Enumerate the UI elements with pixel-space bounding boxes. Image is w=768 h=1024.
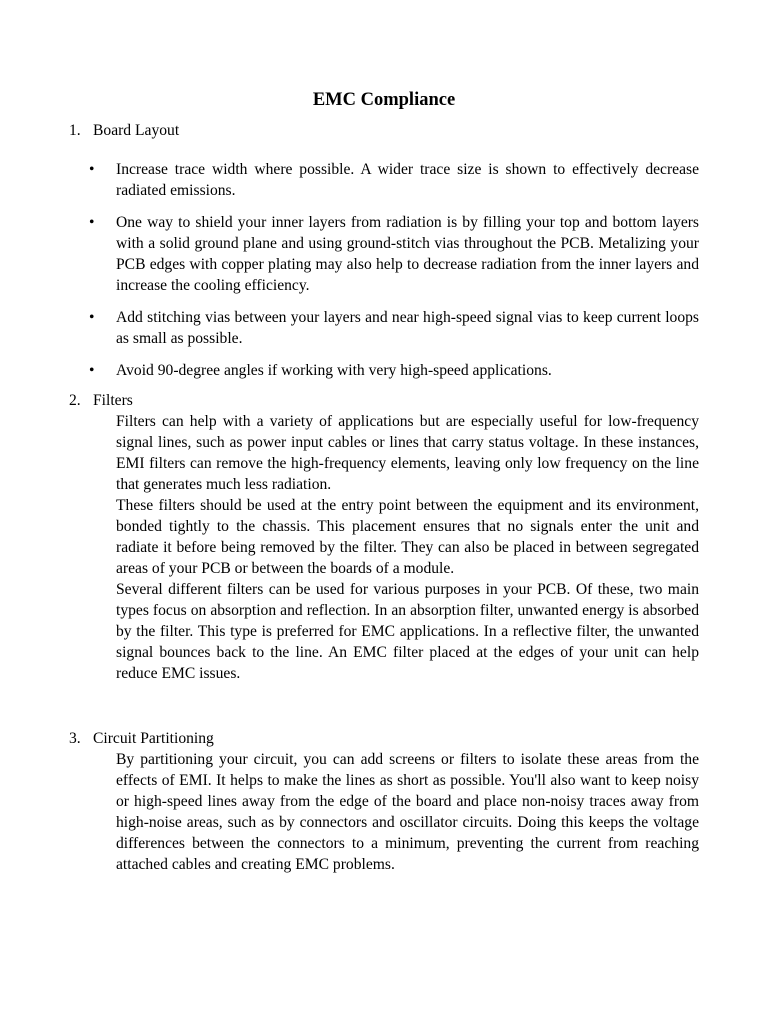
bullet-text: One way to shield your inner layers from radiation is by filling your top and bottom layers with a solid ground plane and using ground-stitch vias throughout the PCB. Metalizing your PCB edges with copper plating may also help to decrease radiation from the inner layers and increase the cooling efficiency. (116, 214, 699, 294)
bullet-icon: • (89, 214, 95, 231)
bullet-text: Add stitching vias between your layers and near high-speed signal vias to keep current loops as small as possible. (116, 309, 699, 347)
bullet-icon: • (89, 161, 95, 178)
paragraph: Filters can help with a variety of applications but are especially useful for low-frequency signal lines, such as power input cables or lines that carry status voltage. In these instances, EMI filters can remove the high-frequency elements, leaving only low frequency on the line that generates much less radiation. (116, 413, 699, 493)
section-board-layout (69, 120, 699, 381)
document-title: EMC Compliance (312, 90, 456, 110)
section-circuit-partitioning (69, 728, 699, 875)
section-title: Filters (93, 392, 133, 409)
paragraph: By partitioning your circuit, you can add screens or filters to isolate these areas from the effects of EMI. It helps to make the lines as short as possible. You'll also want to keep noisy or high-speed lines away from the edge of the board and place non-noisy traces away from high-noise areas, such as by connectors and oscillator circuits. Doing this keeps the voltage differences between the connectors to a minimum, preventing the current from reaching attached cables and creating EMC problems. (116, 751, 699, 873)
bullet-text: Increase trace width where possible. A wider trace size is shown to effectively decrease radiated emissions. (116, 161, 699, 199)
bullet-text: Avoid 90-degree angles if working with very high-speed applications. (116, 362, 552, 379)
section-title: Circuit Partitioning (93, 730, 214, 747)
section-number: 3. (69, 730, 81, 747)
paragraph: These filters should be used at the entry point between the equipment and its environment, bonded tightly to the chassis. This placement ensures that no signals enter the unit and radiate it before being removed by the filter. They can also be placed in between segregated areas of your PCB or between the boards of a module. (116, 497, 699, 577)
list-item (69, 159, 699, 201)
list-item (69, 212, 699, 296)
section-number: 2. (69, 392, 81, 409)
section-filters (69, 390, 699, 684)
bullet-list (69, 159, 699, 381)
list-item (69, 307, 699, 349)
paragraph: Several different filters can be used for various purposes in your PCB. Of these, two main types focus on absorption and reflection. In an absorption filter, unwanted energy is absorbed by the filter. This type is preferred for EMC applications. In a reflective filter, the unwanted signal bounces back to the line. An EMC filter placed at the edges of your unit can help reduce EMC issues. (116, 581, 699, 682)
section-title: Board Layout (93, 122, 180, 139)
section-heading (69, 390, 699, 411)
list-item (69, 360, 699, 381)
section-heading (69, 120, 699, 141)
bullet-icon: • (89, 362, 95, 379)
section-heading (69, 728, 699, 749)
bullet-icon: • (89, 309, 95, 326)
section-number: 1. (69, 122, 81, 139)
